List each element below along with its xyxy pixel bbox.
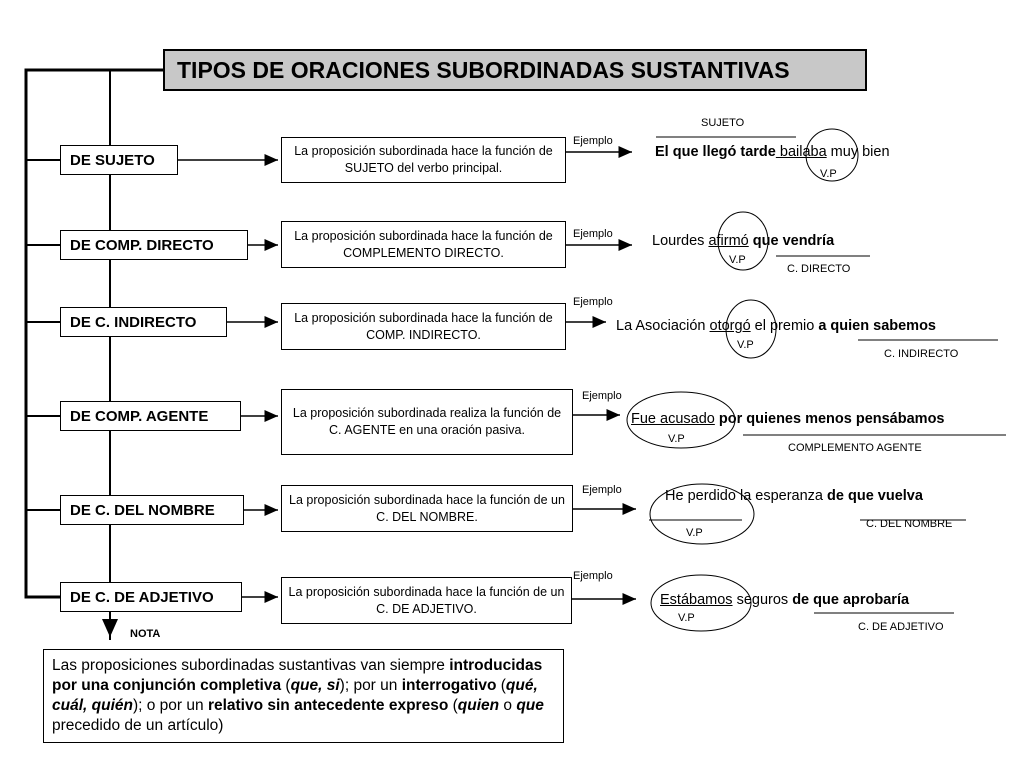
verb-label: V.P: [686, 527, 703, 539]
nota-text: introducidas por una conjunción completiva: [52, 657, 543, 694]
verb-label: V.P: [820, 168, 837, 180]
example-verb: bailaba: [775, 144, 827, 160]
nota-text: (: [448, 697, 458, 714]
category-de-sujeto: DE SUJETO: [60, 145, 178, 175]
function-label-c-de-adjetivo: C. DE ADJETIVO: [858, 621, 944, 633]
function-label-c-directo: C. DIRECTO: [787, 263, 851, 275]
nota-text: quien: [457, 697, 500, 714]
example-c-de-adjetivo: [660, 592, 909, 608]
description-comp-directo: La proposición subordinada hace la función de COMPLEMENTO DIRECTO.: [281, 221, 566, 268]
category-de-c-de-adjetivo: DE C. DE ADJETIVO: [60, 582, 242, 612]
nota-text: (: [281, 677, 291, 694]
example-subordinate: a quien sabemos: [818, 318, 936, 334]
category-de-c-del-nombre: DE C. DEL NOMBRE: [60, 495, 244, 525]
example-subordinate: de que vuelva: [827, 488, 923, 504]
ejemplo-label: Ejemplo: [582, 484, 622, 496]
example-verb: He perdido: [665, 488, 736, 504]
verb-label: V.P: [729, 254, 746, 266]
nota-text: (: [496, 677, 506, 694]
example-subordinate: por quienes menos pensábamos: [714, 411, 945, 427]
example-text: muy bien: [826, 144, 890, 160]
description-c-del-nombre: La proposición subordinada hace la función de un C. DEL NOMBRE.: [281, 485, 573, 532]
nota-text: relativo sin antecedente expreso: [207, 697, 449, 714]
function-label-sujeto: SUJETO: [701, 117, 745, 129]
nota-text: ); o por un: [132, 697, 208, 714]
example-subordinate: que vendría: [748, 233, 835, 249]
category-de-c-indirecto: DE C. INDIRECTO: [60, 307, 227, 337]
function-label-c-del-nombre: C. DEL NOMBRE: [866, 518, 953, 530]
description-sujeto: La proposición subordinada hace la función de SUJETO del verbo principal.: [281, 137, 566, 183]
category-de-comp-agente: DE COMP. AGENTE: [60, 401, 241, 431]
example-c-del-nombre: [665, 488, 923, 504]
example-text: la esperanza: [735, 488, 828, 504]
ejemplo-label: Ejemplo: [573, 135, 613, 147]
nota-text: qué, cuál, quién: [52, 677, 538, 714]
example-verb: afirmó: [708, 233, 749, 249]
example-verb: otorgó: [709, 318, 751, 334]
example-sujeto: [655, 144, 890, 160]
example-subordinate: de que aprobaría: [792, 592, 910, 608]
description-comp-agente: La proposición subordinada realiza la función de C. AGENTE en una oración pasiva.: [281, 389, 573, 455]
example-verb: Fue acusado: [631, 411, 715, 427]
nota-text: Las proposiciones subordinadas sustantivas van siempre: [52, 657, 450, 674]
function-label-c-agente: COMPLEMENTO AGENTE: [788, 442, 922, 454]
function-label-c-indirecto: C. INDIRECTO: [884, 348, 959, 360]
nota-label: NOTA: [130, 628, 161, 640]
example-comp-agente: [631, 411, 945, 427]
ejemplo-label: Ejemplo: [573, 296, 613, 308]
nota-text: ); por un: [339, 677, 402, 694]
nota-box: [43, 649, 564, 743]
nota-text: interrogativo: [401, 677, 497, 694]
example-comp-directo: [652, 233, 834, 249]
nota-text: precedido de un artículo): [52, 717, 224, 734]
nota-text: que: [516, 697, 544, 714]
nota-text: que, si: [290, 677, 340, 694]
page-title: TIPOS DE ORACIONES SUBORDINADAS SUSTANTIVAS: [163, 49, 867, 91]
verb-label: V.P: [737, 339, 754, 351]
example-c-indirecto: [616, 318, 936, 334]
verb-label: V.P: [678, 612, 695, 624]
example-subordinate: El que llegó tarde: [655, 144, 776, 160]
description-c-de-adjetivo: La proposición subordinada hace la función de un C. DE ADJETIVO.: [281, 577, 572, 624]
example-text: Lourdes: [652, 233, 709, 249]
description-c-indirecto: La proposición subordinada hace la función de COMP. INDIRECTO.: [281, 303, 566, 350]
example-verb: Estábamos: [660, 592, 733, 608]
ejemplo-label: Ejemplo: [573, 228, 613, 240]
example-text: el premio: [750, 318, 819, 334]
example-text: La Asociación: [616, 318, 710, 334]
category-de-comp-directo: DE COMP. DIRECTO: [60, 230, 248, 260]
verb-label: V.P: [668, 433, 685, 445]
ejemplo-label: Ejemplo: [582, 390, 622, 402]
nota-text: o: [499, 697, 517, 714]
example-text: seguros: [732, 592, 793, 608]
ejemplo-label: Ejemplo: [573, 570, 613, 582]
